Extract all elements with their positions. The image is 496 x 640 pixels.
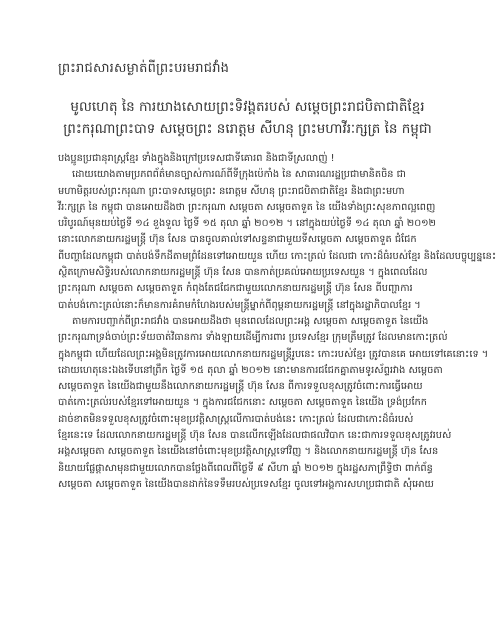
body-line: ក្នុងកម្ពុជា ហើយដែលព្រះអង្គមិនត្រូវការអោយលោកនាយករដ្ឋមន្ត្រីរូបនេះ កោះរបស់ខ្មែរ ត្រូវបានគេ អោយទៅគេនោះទេ ។ <box>58 348 489 360</box>
body-line: ដាច់ខាតមិនទទួលខុសត្រូវចំពោះមុខប្រវត្តិសាស្ត្រលើការបាត់បង់នេះ កោះត្រល់ ដែលជាកោះដ៏ធំរបស់ <box>58 413 414 425</box>
body-line: នោះលោកនាយករដ្ឋមន្ត្រី ហ៊ុន សែន បានចូលគាល់ទៅសន្ទនាជាមួយទីសម្តេចតា សម្តេចតាទួត ជំជែក <box>58 234 417 246</box>
body-line: សម្តេចតាទួត នៃយើងជាមួយនឹងលោកនាយករដ្ឋមន្ត្រី ហ៊ុន សែន ពីការទទួលខុសត្រូវចំពោះការធ្វើអោយ <box>58 381 423 393</box>
body-line: បាត់កោះត្រល់របស់ខ្មែរទៅអោយយួន ។ ក្នុងការជជែកនោះ សម្តេចតា សម្តេចតាទួត នៃយើង ទ្រង់ប្រកែក <box>58 397 427 409</box>
document-body <box>58 151 496 493</box>
greeting-line: បងប្អូនប្រជានុរាស្ត្រខ្មែរ ទាំងក្នុងនិងក្រៅប្រទេសជាទីគោរព និងជាទីស្រលាញ់ ! <box>58 153 335 164</box>
body-line: បរិបូរណ៍មុនយប់ថ្ងៃទី ១៤ ខួងទួល ថ្ងៃទី ១៥ តុលា ឆ្នាំ ២០១២ ។ នៅក្នុងយប់ថ្ងៃទី ១៤ តុលា ឆ្នាំ ២០១២ <box>58 218 436 230</box>
body-line: ខ្មែរនេះទេ ដែលលោកនាយករដ្ឋមន្ត្រី ហ៊ុន សែន បានលើកឡើងដែលជាផលវិបាក នេះជាការទទួលខុសត្រូវរបស់ <box>58 430 452 442</box>
title-line-1: មូលហេតុ នៃ ការយាងសោយព្រះទិវង្គតរបស់ សម្តេចព្រះរាជបិតាជាតិខ្មែរ <box>70 99 425 115</box>
body-line: មហាមិត្តរបស់ព្រះករុណា ព្រះបាទសម្តេចព្រះ នរោត្តម សីហនុ ព្រះរាជបិតាជាតិខ្មែរ និងជាព្រះមហា <box>58 185 405 197</box>
body-line: តាមការបញ្ជាក់ពីព្រះរាជវាំង បានអោយដឹងថា មុនពេលដែលព្រះអង្គ សម្តេចតា សម្តេចតាទួត នៃយើង <box>72 315 429 327</box>
body-line: ដោយហេតុនេះឯងទើបនៅព្រឹក ថ្ងៃទី ១៥ តុលា ឆ្នាំ ២០១២ នោះមានការជជែកគ្នាតាមទូរស័ព្ទរវាង សម្តេចតា <box>58 364 443 376</box>
document-title <box>0 96 495 140</box>
body-line: បាត់បង់កោះត្រល់នោះក៏មានការគំរាមកំហែងរបស់មន្ត្រីម្នាក់ពីពុម្ពនាយករដ្ឋមន្ត្រី នៅក្នុងរដ្ឋាភិបាលខ្មែរ ។ <box>58 299 421 311</box>
body-line: សម្តេចតា សម្តេចតាទួត នៃយើងបានដាក់នៃទទឹមរបស់ប្រទេសខ្មែរ ចូលទៅអង្គការសហប្រជាជាតិ សុំអោយ <box>58 478 434 490</box>
body-line: ស្ថិតក្រោមសិទ្ធិរបស់លោកនាយករដ្ឋមន្ត្រី ហ៊ុន សែន បានកាត់ប្រគល់អោយប្រទេសយួន ។ ក្នុងពេលដែល <box>58 267 428 279</box>
body-line: ព្រះករុណាទ្រង់ចាប់ព្រះទ័យចាត់វិធានការ ទាំងឡាយដើម្បីការពារ ប្រទេសខ្មែរ ក្រុមត្រឹមត្រូវ ដែលមានកោះត្រល់ <box>58 332 448 344</box>
body-line: ដោយយោងតាមប្រភពព័ត៌មានច្បាស់ការណ៍ពីទីក្រុងប៉េកាំង នៃ សាធារណរដ្ឋប្រជាមានិតចិន ជា <box>72 169 406 181</box>
title-line-2: ព្រះករុណាព្រះបាទ សម្តេចព្រះ នរោត្តម សីហនុ ព្រះមហាវីរៈក្សត្រ នៃ កម្ពុជា <box>63 121 432 137</box>
body-line: ព្រះករុណា សម្តេចតា សម្តេចតាទួត កំពុងតែជជែកជាមួយលោកនាយករដ្ឋមន្ត្រី ហ៊ុន សែន ពីបញ្ហាការ <box>58 283 413 295</box>
document-heading: ព្រះរាជសារសម្ងាត់ពីព្រះបរមរាជវាំង <box>58 61 230 76</box>
body-line: វីរៈក្សត្រ នៃ កម្ពុជា បានអោយដឹងថា ព្រះករុណា សម្តេចតា សម្តេចតាទួត នៃ យើងទាំងព្រះសុខភាពល្អពេញ <box>58 201 436 213</box>
body-line: ពីបញ្ហាដែលកម្ពុជា បាត់បង់ទឹកដីតាមព្រំដែនទៅអោយយួន ហើយ កោះត្រល់ ដែលជា កោះដ៏ធំរបស់ខ្មែរ និងដែលបច្ចុប្បន្ននេះ <box>58 250 496 262</box>
body-line: អង្គសម្តេចតា សម្តេចតាទួត នៃយើងនៅចំពោះមុខប្រវត្តិសាស្ត្រទៅវិញ ។ និងលោកនាយករដ្ឋមន្ត្រី ហ៊ុន សែន <box>58 446 439 458</box>
body-line: និយាយផ្លែផ្ដាសាមុនជាមួយលោកបានថ្លែងពីពេលពីថ្ងៃទី ៩ សីហា ឆ្នាំ ២០១២ ក្នុងរដ្ឋសភាព្រឹទ្ធិថា ពាក់ព័ន្ធ <box>58 462 433 474</box>
